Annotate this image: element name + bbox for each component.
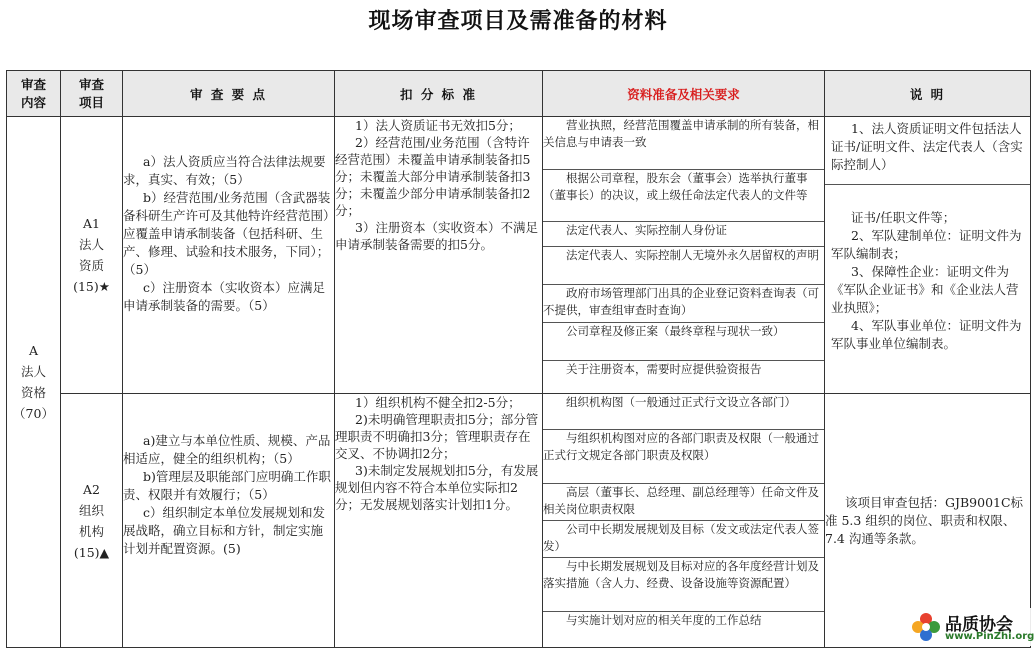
review-table (6, 70, 1031, 648)
page-title: 现场审查项目及需准备的材料 (368, 9, 668, 34)
notes-a1 (825, 117, 1031, 394)
list-item: 与组织机构图对应的各部门职责及权限（一般通过正式行文规定各部门职责及权限） (543, 430, 824, 484)
note-a1-2: 证书/任职文件等； (851, 210, 956, 225)
point-a2-b: b)管理层及职能部门应明确工作职责、权限并有效履行；（5） (123, 469, 331, 502)
note-a1-part1 (825, 117, 1030, 185)
standard-a2-1: 1）组织机构不健全扣2-5分； (355, 395, 521, 410)
note-a1-part2 (825, 185, 1030, 353)
materials-a1-list (543, 117, 824, 393)
header-standards: 扣 分 标 准 (335, 71, 543, 117)
list-item: 法定代表人、实际控制人无境外永久居留权的声明 (543, 246, 824, 284)
list-item: 根据公司章程，股东会（董事会）选举执行董事（董事长）的决议，或上级任命法定代表人的文件等 (543, 169, 824, 221)
flower-logo-icon (909, 610, 943, 644)
note-a1-5: 4、军队事业单位：证明文件为军队事业单位编制表。 (831, 318, 1022, 351)
note-a1-3: 2、军队建制单位：证明文件为军队编制表； (831, 228, 1022, 261)
item-a2: A2 组织 机构 (15)▲ (61, 394, 123, 648)
item-a1: A1 法人 资质 (15)★ (61, 117, 123, 394)
table-row (7, 394, 1031, 648)
list-item: 政府市场管理部门出具的企业登记资料查询表（可不提供，审查组审查时查询） (543, 284, 824, 322)
materials-a1 (543, 117, 825, 394)
logo-url: www.PinZhi.org (945, 631, 1035, 642)
section-a-label: A 法人 资格 （70） (7, 117, 61, 648)
note-a2-1: 该项目审查包括：GJB9001C标准 5.3 组织的岗位、职责和权限、7.4 沟通等条款。 (825, 494, 1024, 546)
standard-a2-2: 2)未明确管理职责扣5分；部分管理职责不明确扣3分；管理职责存在交叉、不协调扣2分； (335, 412, 539, 461)
standard-a2-3: 3)未制定发展规划扣5分，有发展规划但内容不符合本单位实际扣2分；无发展规划落实计划扣1分。 (335, 463, 539, 512)
list-item: 法定代表人、实际控制人身份证 (543, 221, 824, 246)
header-content: 审查 内容 (7, 71, 61, 117)
materials-a2-list (543, 394, 824, 647)
point-a1-c: c）注册资本（实收资本）应满足申请承制装备的需要。（5） (123, 280, 326, 313)
standards-a1 (335, 117, 543, 394)
list-item: 关于注册资本，需要时应提供验资报告 (566, 361, 762, 376)
materials-a2 (543, 394, 825, 648)
table-row (7, 117, 1031, 394)
standard-a1-2: 2）经营范围/业务范围（含特许经营范围）未覆盖申请承制装备扣5分；未覆盖大部分申请承制装备扣3分；未覆盖少部分申请承制装备扣2分； (335, 135, 531, 218)
standards-a2 (335, 394, 543, 648)
standard-a1-3: 3）注册资本（实收资本）不满足申请承制装备需要的扣5分。 (335, 220, 538, 252)
list-item: 公司章程及修正案（最终章程与现状一致） (543, 322, 824, 360)
list-item: 公司中长期发展规划及目标（发文或法定代表人签发） (543, 520, 824, 557)
points-a2 (123, 394, 335, 648)
list-item: 组织机构图（一般通过正式行文设立各部门） (543, 394, 824, 430)
watermark-logo (905, 608, 1033, 646)
header-notes: 说 明 (825, 71, 1031, 117)
note-a1-1: 1、法人资质证明文件包括法人证书/证明文件、法定代表人（含实际控制人） (831, 121, 1023, 172)
point-a1-b: b）经营范围/业务范围（含武器装备科研生产许可及其他特许经营范围）应覆盖申请承制装备（包括科研、生产、修理、试验和技术服务，下同）；（5） (123, 190, 331, 277)
point-a1-a: a）法人资质应当符合法律法规要求，真实、有效；（5） (123, 154, 326, 187)
note-a1-4: 3、保障性企业：证明文件为《军队企业证书》和《企业法人营业执照》； (831, 264, 1019, 315)
standard-a1-1: 1）法人资质证书无效扣5分； (355, 118, 521, 133)
header-points: 审 查 要 点 (123, 71, 335, 117)
header-row (7, 71, 1031, 117)
points-a1 (123, 117, 335, 394)
logo-name: 品质协会 (945, 615, 1013, 635)
list-item: 与中长期发展规划及目标对应的各年度经营计划及落实措施（含人力、经费、设备设施等资源配置） (543, 557, 824, 611)
point-a2-c: c）组织制定本单位发展规划和发展战略，确立目标和方针，制定实施计划并配置资源。(5) (123, 505, 326, 556)
header-item: 审查 项目 (61, 71, 123, 117)
point-a2-a: a)建立与本单位性质、规模、产品相适应，健全的组织机构；（5） (123, 433, 331, 466)
list-item: 营业执照，经营范围覆盖申请承制的所有装备，相关信息与申请表一致 (543, 117, 824, 169)
list-item: 与实施计划对应的相关年度的工作总结 (566, 612, 762, 627)
header-materials: 资料准备及相关要求 (543, 71, 825, 117)
list-item: 高层（董事长、总经理、副总经理等）任命文件及相关岗位职责权限 (543, 484, 824, 521)
